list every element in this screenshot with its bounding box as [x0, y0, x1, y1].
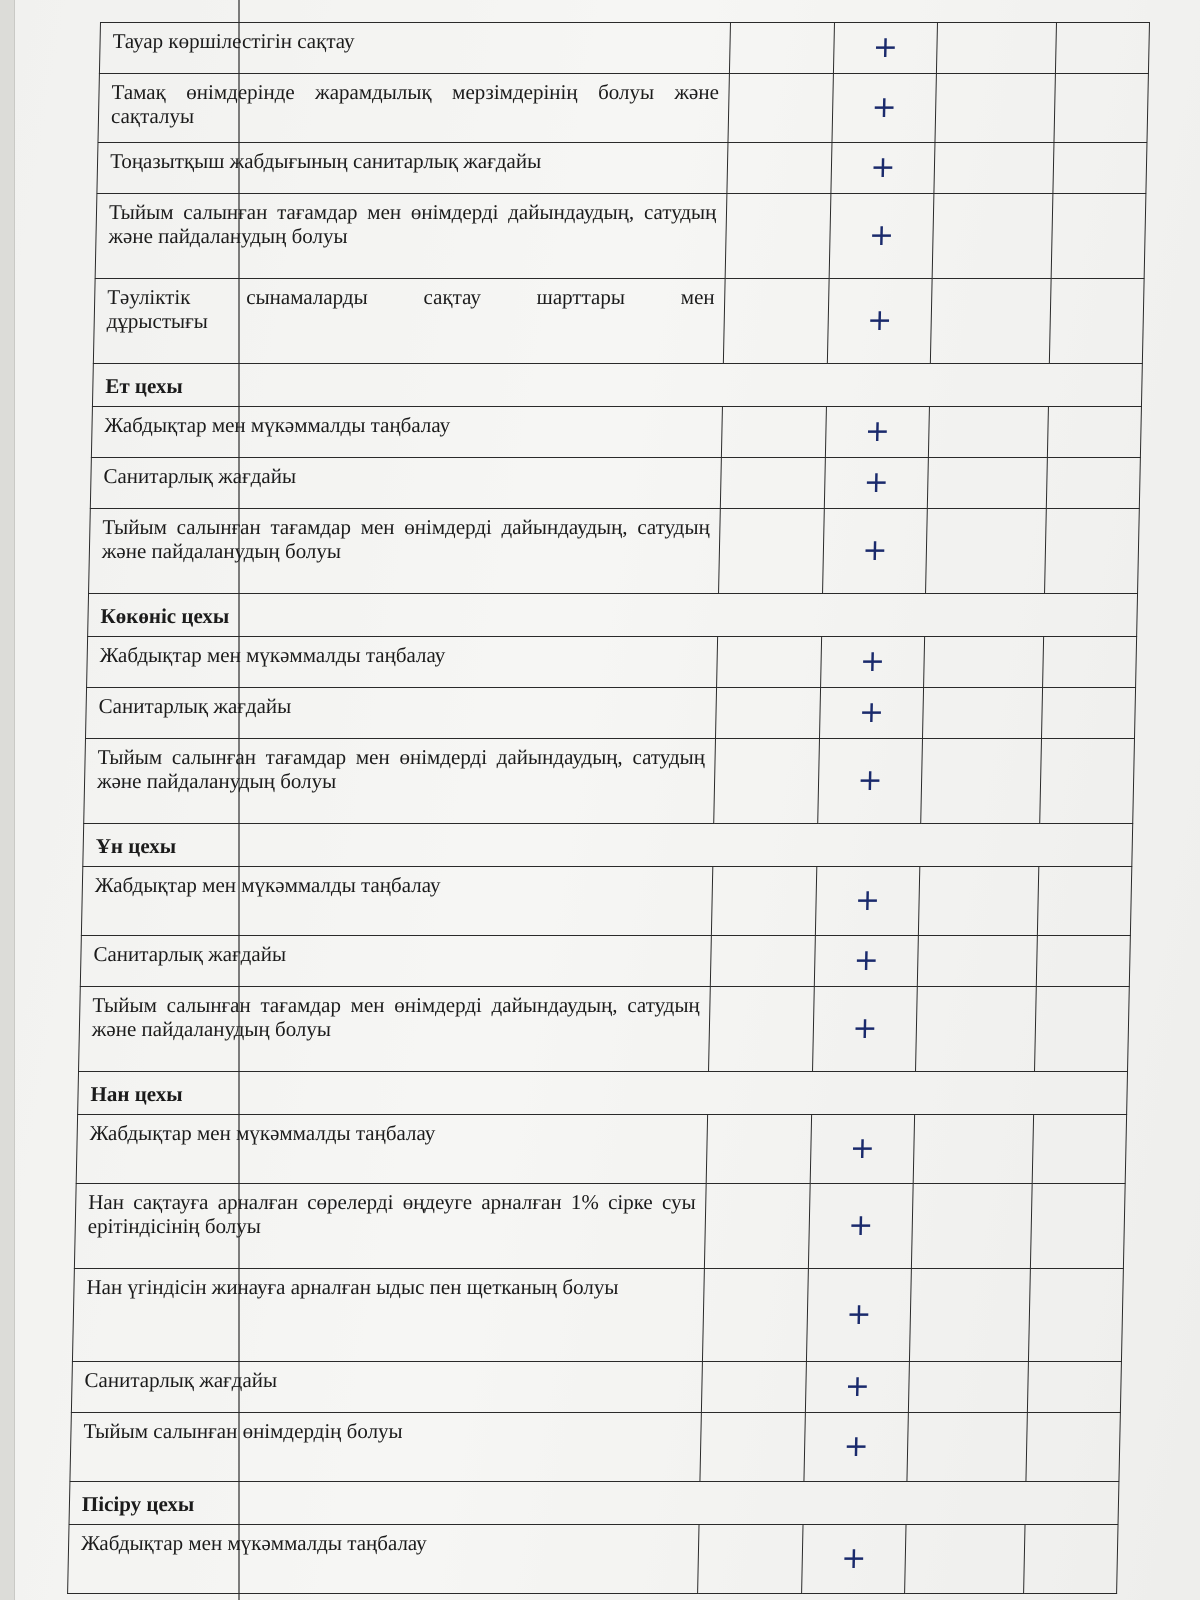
check-mark: + — [822, 509, 927, 594]
table-row — [84, 739, 1135, 824]
empty-cell — [907, 1413, 1027, 1482]
empty-cell — [935, 74, 1055, 143]
section-row — [88, 594, 1138, 637]
table-row — [85, 688, 1135, 739]
table-row — [81, 867, 1131, 936]
empty-cell — [934, 143, 1054, 194]
empty-cell — [908, 1362, 1028, 1413]
section-row — [92, 364, 1142, 407]
empty-cell — [921, 739, 1042, 824]
empty-cell — [722, 407, 826, 458]
empty-cell — [1055, 23, 1149, 74]
table-row — [97, 143, 1147, 194]
check-mark: + — [812, 987, 917, 1072]
empty-cell — [709, 987, 814, 1072]
check-mark: + — [808, 1184, 913, 1269]
empty-cell — [905, 1525, 1025, 1594]
item-label: Тыйым салынған тағамдар мен өнімдерді дайындаудың, сатудың және пайдаланудың болуы — [89, 509, 721, 594]
item-label: Тыйым салынған тағамдар мен өнімдерді дайындаудың, сатудың және пайдаланудың болуы — [95, 194, 727, 279]
section-heading: Көкөніс цехы — [88, 594, 1138, 637]
empty-cell — [698, 1525, 803, 1594]
table-row — [70, 1413, 1120, 1482]
table-row — [95, 194, 1146, 279]
table-row — [68, 1525, 1118, 1594]
empty-cell — [702, 1362, 806, 1413]
empty-cell — [926, 509, 1047, 594]
empty-cell — [930, 279, 1051, 364]
check-mark: + — [806, 1269, 911, 1362]
empty-cell — [1044, 509, 1139, 594]
empty-cell — [918, 867, 1038, 936]
item-label: Тамақ өнімдерінде жарамдылық мерзімдерінің болуы және сақталуы — [98, 74, 730, 143]
check-mark: + — [805, 1362, 909, 1413]
empty-cell — [937, 23, 1057, 74]
item-label: Санитарлық жағдайы — [85, 688, 716, 739]
table-row — [72, 1269, 1123, 1362]
empty-cell — [724, 279, 829, 364]
empty-cell — [730, 23, 834, 74]
table-row — [91, 407, 1141, 458]
empty-cell — [1030, 1184, 1125, 1269]
empty-cell — [1034, 987, 1129, 1072]
item-label: Жабдықтар мен мүкәммалды таңбалау — [81, 867, 713, 936]
empty-cell — [1024, 1525, 1118, 1594]
section-heading: Нан цехы — [78, 1072, 1128, 1115]
empty-cell — [913, 1115, 1033, 1184]
empty-cell — [714, 739, 819, 824]
check-mark: + — [810, 1115, 915, 1184]
section-heading: Ұн цехы — [83, 824, 1133, 867]
item-label: Санитарлық жағдайы — [71, 1362, 702, 1413]
item-label: Санитарлық жағдайы — [90, 458, 721, 509]
check-mark: + — [815, 867, 920, 936]
empty-cell — [910, 1269, 1031, 1362]
empty-cell — [707, 1115, 812, 1184]
check-mark: + — [819, 688, 923, 739]
check-mark: + — [833, 23, 937, 74]
item-label: Тәуліктік сынамаларды сақтау шарттары мен дұрыстығы — [93, 279, 725, 364]
item-label: Тыйым салынған өнімдердің болуы — [70, 1413, 702, 1482]
empty-cell — [1047, 407, 1141, 458]
item-label: Тоңазытқыш жабдығының санитарлық жағдайы — [97, 143, 728, 194]
empty-cell — [1036, 936, 1130, 987]
empty-cell — [1041, 688, 1135, 739]
check-mark: + — [831, 143, 935, 194]
check-mark: + — [829, 194, 934, 279]
section-heading: Ет цехы — [92, 364, 1142, 407]
empty-cell — [1028, 1269, 1123, 1362]
empty-cell — [711, 936, 815, 987]
check-mark: + — [820, 637, 924, 688]
table-row — [87, 637, 1137, 688]
empty-cell — [705, 1184, 810, 1269]
check-mark: + — [814, 936, 918, 987]
check-mark: + — [824, 458, 928, 509]
empty-cell — [1032, 1115, 1126, 1184]
table-row — [71, 1362, 1121, 1413]
item-label: Нан үгіндісін жинауға арналған ыдыс пен щетканың болуы — [72, 1269, 704, 1362]
empty-cell — [712, 867, 817, 936]
empty-cell — [916, 987, 1037, 1072]
check-mark: + — [801, 1525, 906, 1594]
empty-cell — [703, 1269, 808, 1362]
empty-cell — [727, 143, 831, 194]
table-row — [93, 279, 1144, 364]
empty-cell — [1051, 194, 1146, 279]
empty-cell — [726, 194, 831, 279]
section-row — [78, 1072, 1128, 1115]
item-label: Жабдықтар мен мүкәммалды таңбалау — [76, 1115, 708, 1184]
empty-cell — [700, 1413, 805, 1482]
item-label: Жабдықтар мен мүкәммалды таңбалау — [68, 1525, 700, 1594]
item-label: Нан сақтауға арналған сөрелерді өңдеуге арналған 1% сірке суы ерітіндісінің болуы — [74, 1184, 706, 1269]
empty-cell — [719, 509, 824, 594]
item-label: Жабдықтар мен мүкәммалды таңбалау — [87, 637, 718, 688]
check-mark: + — [817, 739, 922, 824]
item-label: Тауар көршілестігін сақтау — [99, 23, 730, 74]
table-row — [80, 936, 1130, 987]
check-mark: + — [825, 407, 929, 458]
table-row — [74, 1184, 1125, 1269]
empty-cell — [928, 407, 1048, 458]
checklist-table-wrapper — [67, 22, 1170, 1594]
empty-cell — [1027, 1362, 1121, 1413]
empty-cell — [721, 458, 825, 509]
table-row — [89, 509, 1140, 594]
empty-cell — [911, 1184, 1032, 1269]
empty-cell — [1040, 739, 1135, 824]
empty-cell — [1049, 279, 1144, 364]
table-row — [90, 458, 1140, 509]
empty-cell — [932, 194, 1053, 279]
empty-cell — [1054, 74, 1148, 143]
item-label: Тыйым салынған тағамдар мен өнімдерді дайындаудың, сатудың және пайдаланудың болуы — [84, 739, 716, 824]
empty-cell — [1046, 458, 1140, 509]
table-row — [99, 23, 1149, 74]
empty-cell — [717, 637, 821, 688]
item-label: Тыйым салынған тағамдар мен өнімдерді дайындаудың, сатудың және пайдаланудың болуы — [79, 987, 711, 1072]
empty-cell — [924, 637, 1044, 688]
empty-cell — [1037, 867, 1131, 936]
empty-cell — [923, 688, 1043, 739]
check-mark: + — [804, 1413, 909, 1482]
empty-cell — [1026, 1413, 1120, 1482]
section-heading: Пісіру цехы — [69, 1482, 1119, 1525]
check-mark: + — [827, 279, 932, 364]
page-edge — [0, 0, 15, 1600]
item-label: Жабдықтар мен мүкәммалды таңбалау — [91, 407, 722, 458]
empty-cell — [917, 936, 1037, 987]
empty-cell — [728, 74, 833, 143]
empty-cell — [716, 688, 820, 739]
table-row — [76, 1115, 1126, 1184]
table-row — [79, 987, 1130, 1072]
empty-cell — [1053, 143, 1147, 194]
empty-cell — [1043, 637, 1137, 688]
item-label: Санитарлық жағдайы — [80, 936, 711, 987]
table-row — [98, 74, 1148, 143]
checklist-table — [67, 22, 1150, 1594]
empty-cell — [927, 458, 1047, 509]
section-row — [83, 824, 1133, 867]
section-row — [69, 1482, 1119, 1525]
check-mark: + — [832, 74, 937, 143]
